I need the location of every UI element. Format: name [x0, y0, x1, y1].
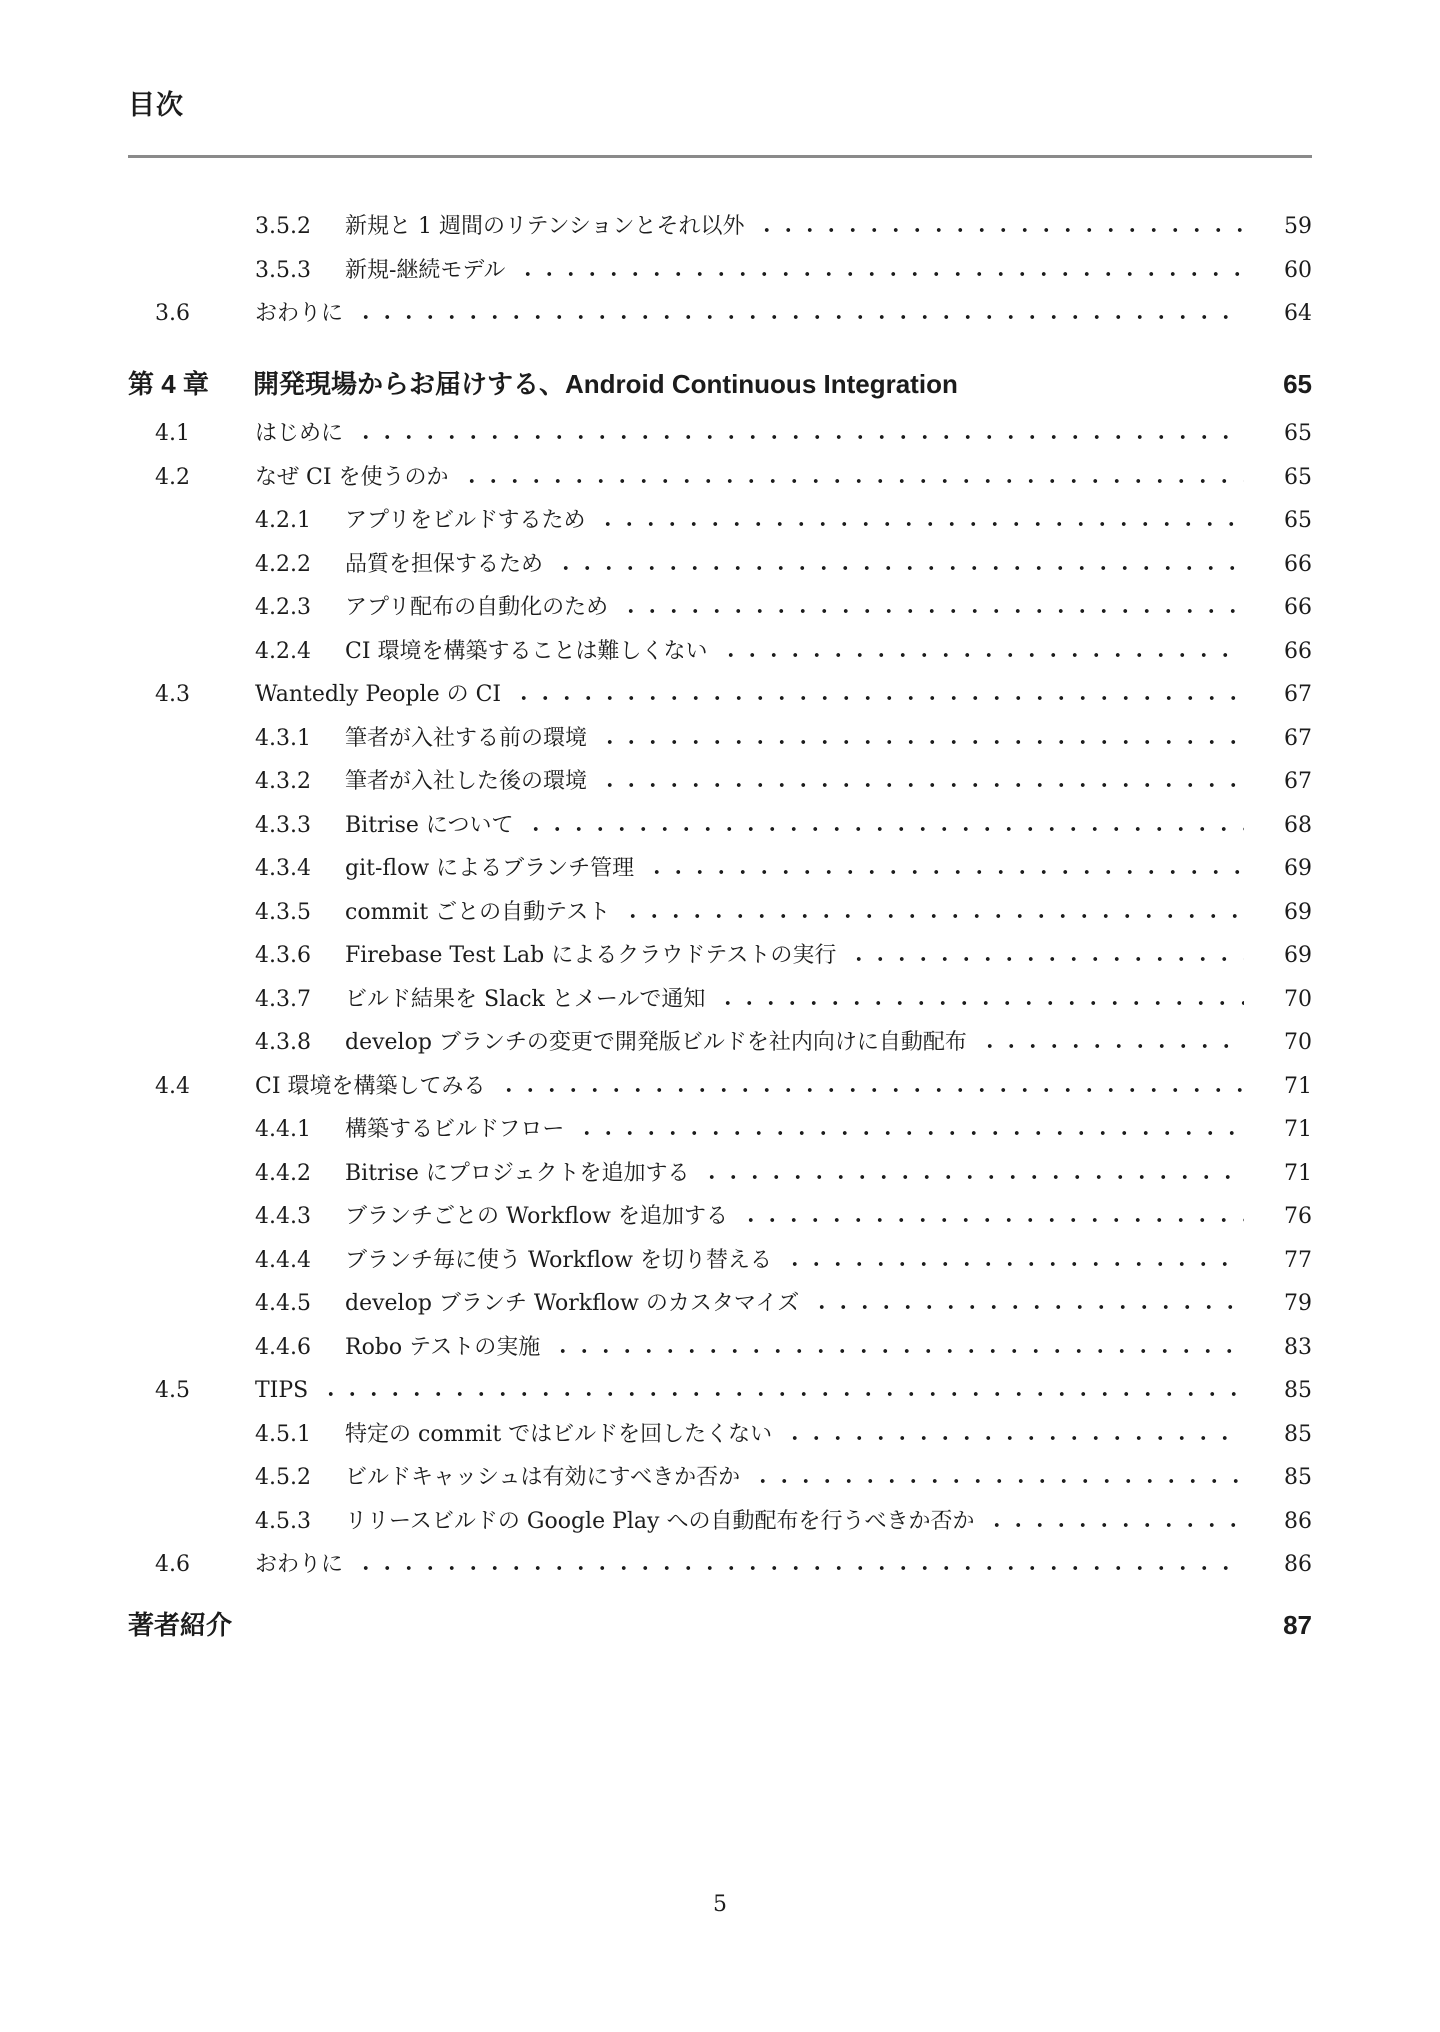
entry-number: 4.3.7 — [255, 986, 311, 1012]
entry-number: 4.2.2 — [255, 551, 311, 577]
entry-title: 新規と 1 週間のリテンションとそれ以外 — [345, 214, 745, 239]
entry-number: 4.4.1 — [255, 1117, 311, 1142]
entry-title: 構築するビルドフロー — [345, 1117, 565, 1142]
toc-entry-4.3 — [128, 673, 1312, 717]
entry-page: 69 — [1284, 899, 1312, 925]
toc-entry-4.4.3 — [128, 1195, 1312, 1239]
entry-page: 85 — [1284, 1421, 1312, 1447]
toc-entry-4.3.6 — [128, 934, 1312, 978]
entry-title: 筆者が入社する前の環境 — [345, 725, 588, 751]
entry-number: 4.3.5 — [255, 899, 311, 925]
toc-entry-4.5.3 — [128, 1500, 1312, 1544]
toc-list — [128, 205, 1312, 1647]
entry-page: 59 — [1284, 214, 1312, 239]
entry-title: 品質を担保するため — [345, 551, 544, 577]
entry-title: 筆者が入社した後の環境 — [345, 769, 588, 794]
toc-entry-4.5 — [128, 1369, 1312, 1413]
toc-entry-4.2.3 — [128, 586, 1312, 630]
toc-entry-4.2 — [128, 456, 1312, 500]
entry-number: 4.2 — [155, 464, 190, 490]
dot-leader — [740, 1206, 1244, 1223]
toc-entry-4.3.3 — [128, 804, 1312, 848]
dot-leader — [599, 728, 1244, 745]
entry-page: 70 — [1284, 1030, 1312, 1055]
entry-title: なぜ CI を使うのか — [255, 464, 449, 490]
dot-leader — [461, 467, 1244, 484]
entry-page: 65 — [1284, 464, 1312, 490]
entry-number: 4.5.2 — [255, 1465, 311, 1490]
entry-number: 4.5.1 — [255, 1421, 311, 1447]
toc-entry-4.3.5 — [128, 891, 1312, 935]
entry-page: 71 — [1284, 1160, 1312, 1186]
entry-number: 3.5.3 — [255, 257, 311, 283]
dot-leader — [701, 1163, 1244, 1180]
entry-number: 4.3.3 — [255, 812, 311, 838]
entry-title: git-flow によるブランチ管理 — [345, 856, 635, 881]
entry-page: 83 — [1284, 1334, 1312, 1360]
dot-leader — [986, 1511, 1244, 1528]
entry-page: 70 — [1284, 986, 1312, 1012]
entry-title: CI 環境を構築することは難しくない — [345, 638, 708, 664]
toc-entry-4.3.1 — [128, 717, 1312, 761]
dot-leader — [752, 1467, 1244, 1484]
entry-title: develop ブランチ Workflow のカスタマイズ — [345, 1291, 800, 1316]
dot-leader — [513, 684, 1244, 701]
dot-leader — [784, 1250, 1244, 1267]
entry-number: 4.3.8 — [255, 1030, 311, 1055]
toc-entry-4.4.4 — [128, 1239, 1312, 1283]
entry-number: 4.2.4 — [255, 638, 311, 664]
entry-page: 69 — [1284, 856, 1312, 881]
entry-page: 77 — [1284, 1247, 1312, 1273]
dot-leader — [784, 1424, 1244, 1441]
entry-title: 開発現場からお届けする、Android Continuous Integration — [253, 368, 958, 399]
dot-leader — [498, 1076, 1244, 1093]
entry-page: 60 — [1284, 257, 1312, 283]
dot-leader — [620, 597, 1244, 614]
entry-number: 4.3.6 — [255, 943, 311, 968]
header-rule — [128, 155, 1312, 158]
toc-entry-4.5.1 — [128, 1413, 1312, 1457]
entry-title: TIPS — [255, 1378, 309, 1403]
toc-entry-3.6 — [128, 292, 1312, 336]
entry-page: 64 — [1284, 301, 1312, 326]
entry-page: 66 — [1284, 551, 1312, 577]
entry-title: CI 環境を構築してみる — [255, 1073, 486, 1099]
entry-number: 4.5 — [155, 1378, 190, 1403]
entry-page: 65 — [1283, 368, 1312, 399]
entry-title: commit ごとの自動テスト — [345, 899, 611, 925]
entry-number: 4.3 — [155, 682, 190, 707]
dot-leader — [355, 423, 1244, 440]
entry-number: 3.5.2 — [255, 214, 311, 239]
dot-leader — [517, 260, 1244, 277]
entry-title: 著者紹介 — [128, 1609, 233, 1640]
entry-number: 4.4.6 — [255, 1334, 311, 1360]
toc-entry-4.1 — [128, 412, 1312, 456]
toc-entry-著者紹介 — [128, 1604, 1312, 1648]
entry-title: リリースビルドの Google Play への自動配布を行うべきか否か — [345, 1508, 975, 1534]
entry-page: 67 — [1284, 682, 1312, 707]
entry-page: 71 — [1284, 1073, 1312, 1099]
entry-title: おわりに — [255, 1552, 344, 1577]
entry-number: 4.2.1 — [255, 508, 311, 533]
entry-page: 86 — [1284, 1508, 1312, 1534]
toc-entry-4.3.4 — [128, 847, 1312, 891]
toc-entry-4.3.7 — [128, 978, 1312, 1022]
toc-entry-4.4 — [128, 1065, 1312, 1109]
footer-page-number: 5 — [713, 1892, 727, 1917]
entry-title: Firebase Test Lab によるクラウドテストの実行 — [345, 943, 837, 968]
toc-entry-4.3.2 — [128, 760, 1312, 804]
entry-number: 4.4.5 — [255, 1291, 311, 1316]
entry-title: Robo テストの実施 — [345, 1334, 541, 1360]
toc-entry-4.5.2 — [128, 1456, 1312, 1500]
entry-number: 4.4.4 — [255, 1247, 311, 1273]
dot-leader — [525, 815, 1244, 832]
toc-entry-4.4.2 — [128, 1152, 1312, 1196]
entry-title: 特定の commit ではビルドを回したくない — [345, 1421, 773, 1447]
entry-title: ビルド結果を Slack とメールで通知 — [345, 986, 706, 1012]
entry-number: 4.4.2 — [255, 1160, 311, 1186]
entry-number: 4.3.2 — [255, 769, 311, 794]
dot-leader — [552, 1337, 1244, 1354]
entry-page: 76 — [1284, 1204, 1312, 1229]
entry-page: 68 — [1284, 812, 1312, 838]
entry-number: 4.2.3 — [255, 595, 311, 620]
entry-number: 4.4 — [155, 1073, 190, 1099]
entry-number: 4.5.3 — [255, 1508, 311, 1534]
entry-title: Bitrise にプロジェクトを追加する — [345, 1160, 690, 1186]
toc-entry-3.5.2 — [128, 205, 1312, 249]
dot-leader — [756, 216, 1244, 233]
toc-entry-第 4 章 — [128, 363, 1312, 407]
entry-number: 4.6 — [155, 1552, 190, 1577]
toc-entry-4.4.6 — [128, 1326, 1312, 1370]
entry-page: 67 — [1284, 725, 1312, 751]
dot-leader — [355, 1554, 1244, 1571]
dot-leader — [597, 510, 1244, 527]
entry-page: 85 — [1284, 1465, 1312, 1490]
entry-title: アプリ配布の自動化のため — [345, 595, 609, 620]
dot-leader — [811, 1293, 1244, 1310]
dot-leader — [320, 1380, 1244, 1397]
dot-leader — [622, 902, 1244, 919]
dot-leader — [555, 554, 1244, 571]
entry-page: 65 — [1284, 421, 1312, 446]
entry-page: 65 — [1284, 508, 1312, 533]
entry-title: ブランチ毎に使う Workflow を切り替える — [345, 1247, 772, 1273]
toc-entry-3.5.3 — [128, 249, 1312, 293]
entry-page: 66 — [1284, 595, 1312, 620]
toc-entry-4.4.1 — [128, 1108, 1312, 1152]
entry-number: 4.4.3 — [255, 1204, 311, 1229]
toc-entry-4.2.4 — [128, 630, 1312, 674]
entry-page: 86 — [1284, 1552, 1312, 1577]
entry-page: 66 — [1284, 638, 1312, 664]
dot-leader — [720, 641, 1244, 658]
entry-page: 79 — [1284, 1291, 1312, 1316]
entry-title: Bitrise について — [345, 812, 514, 838]
toc-entry-4.4.5 — [128, 1282, 1312, 1326]
entry-number: 4.1 — [155, 421, 190, 446]
dot-leader — [979, 1032, 1244, 1049]
entry-title: 新規-継続モデル — [345, 257, 506, 283]
entry-title: ブランチごとの Workflow を追加する — [345, 1204, 728, 1229]
entry-page: 85 — [1284, 1378, 1312, 1403]
entry-number: 3.6 — [155, 301, 190, 326]
toc-entry-4.2.2 — [128, 543, 1312, 587]
dot-leader — [576, 1119, 1244, 1136]
page-footer — [128, 1891, 1312, 1919]
entry-title: アプリをビルドするため — [345, 508, 586, 533]
toc-entry-4.3.8 — [128, 1021, 1312, 1065]
dot-leader — [646, 858, 1244, 875]
entry-title: はじめに — [255, 421, 344, 446]
entry-page: 67 — [1284, 769, 1312, 794]
entry-title: develop ブランチの変更で開発版ビルドを社内向けに自動配布 — [345, 1030, 967, 1055]
entry-number: 4.3.1 — [255, 725, 311, 751]
entry-title: おわりに — [255, 301, 344, 326]
entry-number: 4.3.4 — [255, 856, 311, 881]
dot-leader — [599, 771, 1244, 788]
dot-leader — [355, 303, 1244, 320]
entry-page: 69 — [1284, 943, 1312, 968]
chapter-number: 第 4 章 — [128, 368, 209, 399]
entry-page: 87 — [1283, 1609, 1312, 1640]
entry-page: 71 — [1284, 1117, 1312, 1142]
page-title: 目次 — [128, 90, 184, 120]
entry-title: ビルドキャッシュは有効にすべきか否か — [345, 1465, 741, 1490]
entry-title: Wantedly People の CI — [255, 682, 502, 707]
toc-entry-4.2.1 — [128, 499, 1312, 543]
toc-entry-4.6 — [128, 1543, 1312, 1587]
dot-leader — [848, 945, 1244, 962]
dot-leader — [717, 989, 1244, 1006]
